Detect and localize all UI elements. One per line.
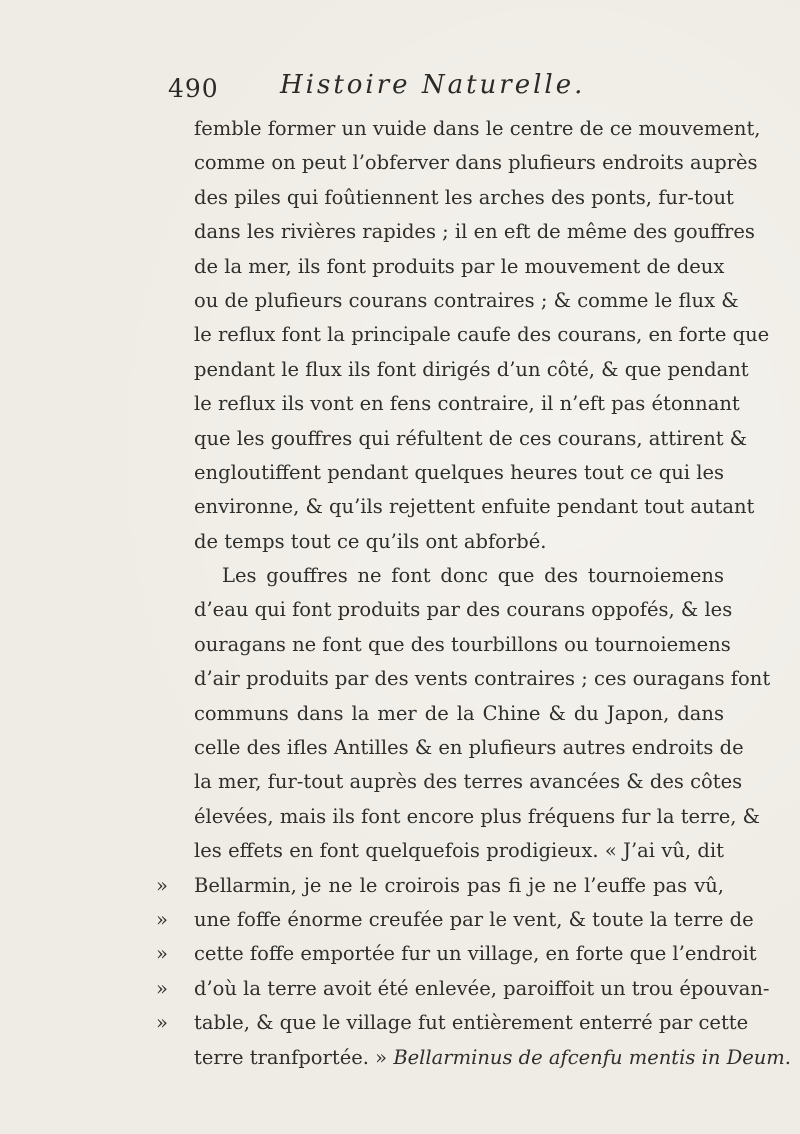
text-line: environne, & qu’ils rejettent enfuite pendant tout autant <box>194 495 755 519</box>
text-line: ouragans ne font que des tourbillons ou tournoiemens <box>194 632 731 656</box>
text-line: de la mer, ils font produits par le mouvement de deux <box>194 254 725 278</box>
text-line: le reflux font la principale caufe des courans, en forte que <box>194 323 770 347</box>
text-line: les effets en font quelquefois prodigieux. « J’ai vû, dit <box>194 839 724 863</box>
quoted-line: » une foffe énorme creufée par le vent, & toute la terre de <box>194 903 724 937</box>
text-line: communs dans la mer de la Chine & du Japon, dans <box>194 701 724 725</box>
text-line: pendant le flux ils font dirigés d’un côté, & que pendant <box>194 357 749 381</box>
text-line: des piles qui foûtiennent les arches des ponts, fur-tout <box>194 185 734 209</box>
text-line: celle des ifles Antilles & en plufieurs autres endroits de <box>194 736 744 760</box>
text-line: le reflux ils vont en fens contraire, il n’eft pas étonnant <box>194 392 740 416</box>
text-line: élevées, mais ils font encore plus fréquens fur la terre, & <box>194 804 761 828</box>
text-line: Les gouffres ne font donc que des tournoiemens <box>222 564 724 588</box>
quoted-line: » d’où la terre avoit été enlevée, paroiffoit un trou épouvan- <box>194 972 724 1006</box>
text-line: engloutiffent pendant quelques heures tout ce qui les <box>194 460 724 484</box>
text-line: ou de plufieurs courans contraires ; & comme le flux & <box>194 288 739 312</box>
text-line: comme on peut l’obferver dans plufieurs endroits auprès <box>194 151 758 175</box>
quoted-line: » Bellarmin, je ne le croirois pas fi je ne l’euffe pas vû, <box>194 869 724 903</box>
quote-mark: » <box>156 1011 168 1035</box>
text-line: de temps tout ce qu’ils ont abforbé. <box>194 529 547 553</box>
quoted-line: » cette foffe emportée fur un village, en forte que l’endroit <box>194 937 724 971</box>
text-line: d’air produits par des vents contraires ; ces ouragans font <box>194 667 771 691</box>
text-line: que les gouffres qui réfultent de ces courans, attirent & <box>194 426 748 450</box>
text-line: femble former un vuide dans le centre de ce mouvement, <box>194 117 761 140</box>
text-line: la mer, fur-tout auprès des terres avancées & des côtes <box>194 770 743 794</box>
citation: Bellarminus de afcenfu mentis in Deum. <box>393 1045 791 1069</box>
running-title: Histoire Naturelle. <box>280 70 586 100</box>
page-header <box>168 70 708 110</box>
text-line: terre tranfportée. » Bellarminus de afcenfu mentis in Deum. <box>194 1045 791 1069</box>
quote-mark: » <box>156 873 168 897</box>
text-line: d’eau qui font produits par des courans oppofés, & les <box>194 598 733 622</box>
body-text <box>156 112 791 1075</box>
text-line: dans les rivières rapides ; il en eft de même des gouffres <box>194 220 755 244</box>
quoted-line: » table, & que le village fut entièrement enterré par cette <box>194 1006 724 1040</box>
quote-mark: » <box>156 942 168 966</box>
page-number: 490 <box>168 74 219 103</box>
quote-mark: » <box>156 907 168 931</box>
quote-mark: » <box>156 976 168 1000</box>
